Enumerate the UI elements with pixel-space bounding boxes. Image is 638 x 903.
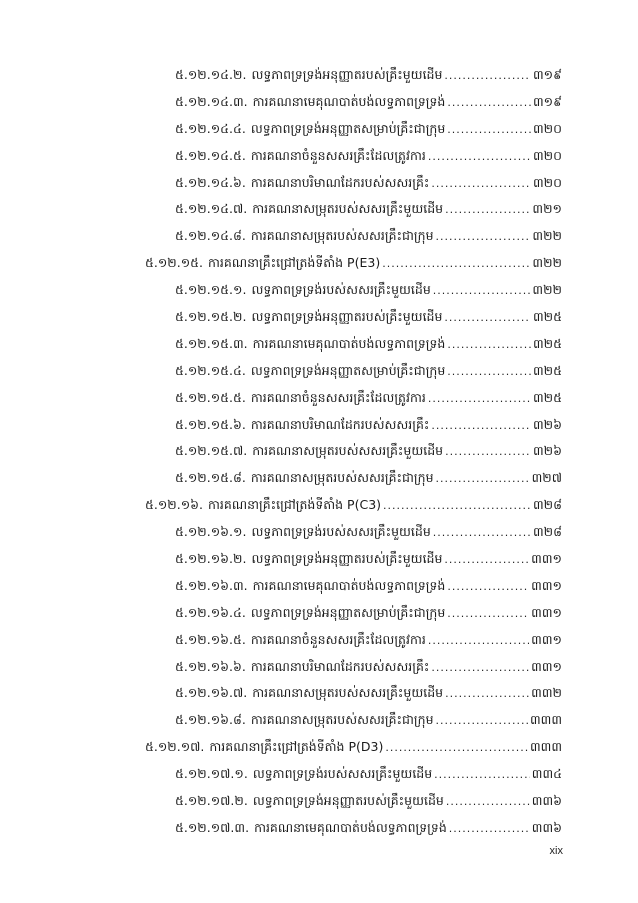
toc-leader-dots (447, 117, 531, 143)
toc-entry-title: លទ្ធភាពទ្រទ្រង់អនុញ្ញាតរបស់គ្រឹះមួយដើម (251, 309, 443, 325)
toc-entry-title: ការគណនាមេគុណបាត់បង់លទ្ធភាពទ្រទ្រង់ (252, 577, 446, 593)
toc-entry-page: ៣៣១ (531, 631, 562, 647)
toc-entry-title: លទ្ធភាពទ្រទ្រង់របស់សសរគ្រឹះមួយដើម (252, 766, 433, 782)
toc-entry[interactable] (175, 89, 562, 116)
toc-leader-dots (428, 628, 529, 654)
toc-entry-number: ៥.១២.១៥.៦. (175, 416, 246, 432)
toc-entry[interactable] (175, 815, 562, 842)
toc-entry[interactable] (175, 304, 562, 331)
toc-leader-dots (428, 144, 531, 170)
toc-entry-page: ៣៣១ (531, 604, 562, 620)
toc-entry-page: ៣១៩ (533, 93, 562, 109)
toc-entry-page: ៣៣៣ (529, 739, 562, 755)
toc-entry-page: ៣២៥ (533, 389, 562, 405)
toc-row (0, 304, 638, 331)
toc-entry[interactable] (175, 680, 562, 707)
toc-entry-title: ការគណនាសម្រុតរបស់សសរគ្រឹះជាក្រុម (250, 228, 434, 244)
toc-entry-page: ៣៣១ (531, 658, 562, 674)
toc-entry-number: ៥.១២.១៦. (145, 497, 204, 513)
toc-entry[interactable] (175, 600, 562, 627)
toc-entry-page: ៣២៥ (533, 309, 562, 325)
toc-entry[interactable] (145, 492, 562, 519)
toc-entry[interactable] (175, 465, 562, 492)
toc-leader-dots (428, 386, 531, 412)
toc-leader-dots (431, 171, 531, 197)
toc-row (0, 761, 638, 788)
toc-entry-page: ៣៣៣ (529, 712, 562, 728)
toc-entry[interactable] (175, 223, 562, 250)
toc-entry-number: ៥.១២.១៦.៧. (175, 685, 248, 701)
toc-entry-title: ការគណនាចំនួនសសរគ្រឹះដែលត្រូវការ (250, 631, 426, 647)
toc-row (0, 519, 638, 546)
toc-row (0, 788, 638, 815)
toc-entry-number: ៥.១២.១៧. (145, 739, 205, 755)
toc-entry-number: ៥.១២.១៧.២. (175, 793, 248, 809)
toc-entry[interactable] (175, 277, 562, 304)
toc-entry-title: លទ្ធភាពទ្រទ្រង់អនុញ្ញាតសម្រាប់គ្រឹះជាក្រុម (250, 362, 446, 378)
toc-row (0, 627, 638, 654)
toc-leader-dots (449, 816, 530, 842)
toc-entry-title: ការគណនាមេគុណបាត់បង់លទ្ធភាពទ្រទ្រង់ (252, 335, 446, 351)
toc-entry-page: ៣១៩ (533, 67, 562, 82)
toc-row (0, 277, 638, 304)
toc-row (0, 250, 638, 277)
toc-row (0, 331, 638, 358)
toc-entry[interactable] (175, 761, 562, 788)
toc-leader-dots (444, 547, 529, 573)
toc-entry-page: ៣២៦ (533, 443, 562, 459)
toc-entry[interactable] (175, 707, 562, 734)
toc-leader-dots (385, 735, 528, 761)
toc-entry[interactable] (175, 358, 562, 385)
toc-leader-dots (433, 278, 531, 304)
toc-entry[interactable] (145, 250, 562, 277)
toc-entry-title: ការគណនាសម្រុតរបស់សសរគ្រឹះមួយដើម (252, 201, 444, 217)
toc-entry-number: ៥.១២.១៦.២. (175, 551, 247, 567)
toc-entry-title: ការគណនាបរិមាណដែករបស់សសរគ្រឹះ (250, 416, 430, 432)
toc-entry-page: ៣៣១ (531, 551, 562, 567)
toc-leader-dots (445, 681, 529, 707)
toc-entry[interactable] (175, 519, 562, 546)
toc-row (0, 385, 638, 412)
toc-entry-page: ៣២៨ (533, 524, 562, 540)
toc-entry-page: ៣២២ (532, 282, 562, 298)
toc-entry-page: ៣២០ (533, 174, 562, 190)
toc-entry-title: ការគណនាមេគុណបាត់បង់លទ្ធភាពទ្រទ្រង់ (254, 819, 447, 835)
toc-entry[interactable] (175, 654, 562, 681)
toc-row (0, 734, 638, 761)
toc-row (0, 116, 638, 143)
toc-entry-number: ៥.១២.១៥.៨. (175, 470, 246, 486)
toc-row (0, 62, 638, 89)
toc-row (0, 707, 638, 734)
toc-leader-dots (436, 708, 528, 734)
toc-row (0, 223, 638, 250)
toc-entry-title: ការគណនាមេគុណបាត់បង់លទ្ធភាពទ្រទ្រង់ (252, 93, 446, 109)
toc-leader-dots (447, 601, 529, 627)
toc-row (0, 600, 638, 627)
toc-entry-title: លទ្ធភាពទ្រទ្រង់អនុញ្ញាតរបស់គ្រឹះមួយដើម (251, 551, 443, 567)
toc-entry-page: ៣២៥ (533, 335, 562, 351)
toc-entry[interactable] (175, 438, 562, 465)
table-of-contents (0, 62, 638, 842)
toc-entry-title: ការគណនាគ្រឹះជ្រៅត្រង់ទីតាំង P(E3) (208, 255, 381, 271)
toc-leader-dots (446, 789, 530, 815)
toc-row (0, 89, 638, 116)
toc-entry[interactable] (175, 143, 562, 170)
toc-entry-number: ៥.១២.១៥.៧. (175, 443, 248, 459)
toc-entry-number: ៥.១២.១៥.៣. (175, 335, 248, 351)
toc-leader-dots (436, 466, 530, 492)
toc-entry-title: ការគណនាបរិមាណដែករបស់សសរគ្រឹះ (250, 658, 430, 674)
toc-leader-dots (444, 305, 531, 331)
toc-entry-title: ការគណនាចំនួនសសរគ្រឹះដែលត្រូវការ (250, 389, 426, 405)
toc-row (0, 465, 638, 492)
toc-row (0, 358, 638, 385)
toc-entry[interactable] (175, 412, 562, 439)
toc-entry[interactable] (175, 170, 562, 197)
toc-entry-number: ៥.១២.១៦.៤. (175, 604, 246, 620)
toc-leader-dots (447, 574, 529, 600)
toc-entry[interactable] (175, 546, 562, 573)
toc-entry-number: ៥.១២.១៦.៥. (175, 631, 246, 647)
toc-row (0, 412, 638, 439)
toc-entry[interactable] (175, 788, 562, 815)
toc-leader-dots (431, 655, 529, 681)
toc-leader-dots (434, 762, 530, 788)
toc-entry-title: ការគណនាសម្រុតរបស់សសរគ្រឹះមួយដើម (252, 443, 444, 459)
toc-entry-page: ៣២០ (533, 147, 562, 163)
toc-row (0, 438, 638, 465)
toc-leader-dots (382, 251, 530, 277)
toc-entry-title: ការគណនាគ្រឹះជ្រៅត្រង់ទីតាំង P(D3) (209, 739, 384, 755)
toc-row (0, 196, 638, 223)
toc-entry-number: ៥.១២.១៧.៣. (175, 819, 250, 835)
toc-leader-dots (445, 197, 530, 223)
toc-entry-page: ៣៣៦ (531, 819, 562, 835)
toc-entry-title: ការគណនាសម្រុតរបស់សសរគ្រឹះជាក្រុម (250, 470, 434, 486)
toc-entry-number: ៥.១២.១៤.៦. (175, 174, 246, 190)
toc-entry-page: ៣២០ (533, 120, 562, 136)
toc-leader-dots (436, 224, 531, 250)
toc-row (0, 815, 638, 842)
page-number: xix (549, 845, 563, 857)
toc-entry-number: ៥.១២.១៧.១. (175, 766, 248, 782)
toc-entry-number: ៥.១២.១៥.១. (175, 282, 247, 298)
toc-entry-page: ៣២១ (532, 201, 562, 217)
toc-row (0, 143, 638, 170)
toc-entry-page: ៣២៥ (533, 362, 562, 378)
toc-entry-number: ៥.១២.១៤.៧. (175, 201, 248, 217)
toc-entry-page: ៣២២ (532, 228, 562, 244)
toc-entry-number: ៥.១២.១៥.៤. (175, 362, 246, 378)
toc-entry-page: ៣៣២ (531, 685, 562, 701)
toc-entry-page: ៣២៦ (533, 416, 562, 432)
toc-entry-page: ៣២៨ (533, 497, 562, 513)
toc-row (0, 573, 638, 600)
toc-entry-number: ៥.១២.១៤.៣. (175, 93, 248, 109)
toc-leader-dots (447, 90, 531, 116)
toc-entry[interactable] (175, 331, 562, 358)
toc-entry[interactable] (175, 116, 562, 143)
toc-entry-title: លទ្ធភាពទ្រទ្រង់អនុញ្ញាតសម្រាប់គ្រឹះជាក្រុម (250, 604, 446, 620)
toc-entry-title: ការគណនាសម្រុតរបស់សសរគ្រឹះមួយដើម (252, 685, 444, 701)
toc-entry-number: ៥.១២.១៤.៨. (175, 228, 246, 244)
toc-leader-dots (431, 413, 531, 439)
toc-entry-number: ៥.១២.១៦.១. (175, 524, 247, 540)
toc-leader-dots (433, 520, 531, 546)
toc-entry-number: ៥.១២.១៤.២. (175, 67, 247, 82)
toc-row (0, 680, 638, 707)
toc-entry[interactable] (175, 196, 562, 223)
toc-entry-title: លទ្ធភាពទ្រទ្រង់អនុញ្ញាតរបស់គ្រឹះមួយដើម (251, 67, 443, 82)
toc-leader-dots (445, 439, 531, 465)
toc-row (0, 654, 638, 681)
toc-entry-page: ៣៣១ (531, 577, 562, 593)
toc-entry-title: លទ្ធភាពទ្រទ្រង់របស់សសរគ្រឹះមួយដើម (251, 524, 431, 540)
toc-entry-page: ៣២៧ (531, 470, 562, 486)
toc-entry[interactable] (175, 385, 562, 412)
toc-entry-number: ៥.១២.១៦.៨. (175, 712, 246, 728)
toc-entry[interactable] (175, 627, 562, 654)
toc-entry-page: ៣៣៤ (531, 766, 562, 782)
toc-entry-number: ៥.១២.១៥.២. (175, 309, 247, 325)
toc-row (0, 492, 638, 519)
toc-entry-number: ៥.១២.១៦.៣. (175, 577, 248, 593)
toc-entry[interactable] (175, 573, 562, 600)
toc-entry-title: ការគណនាគ្រឹះជ្រៅត្រង់ទីតាំង P(C3) (208, 497, 382, 513)
toc-entry-number: ៥.១២.១៦.៦. (175, 658, 246, 674)
toc-entry-page: ៣៣៦ (531, 793, 562, 809)
toc-entry-number: ៥.១២.១៤.៥. (175, 147, 246, 163)
toc-entry-title: លទ្ធភាពទ្រទ្រង់អនុញ្ញាតសម្រាប់គ្រឹះជាក្រុម (250, 120, 446, 136)
toc-entry-title: ការគណនាសម្រុតរបស់សសរគ្រឹះជាក្រុម (250, 712, 434, 728)
toc-leader-dots (447, 359, 531, 385)
toc-entry-page: ៣២២ (532, 255, 562, 271)
toc-row (0, 170, 638, 197)
toc-leader-dots (447, 332, 531, 358)
toc-leader-dots (444, 63, 531, 89)
toc-entry[interactable] (175, 62, 562, 89)
toc-row (0, 546, 638, 573)
toc-entry-title: ការគណនាចំនួនសសរគ្រឹះដែលត្រូវការ (250, 147, 426, 163)
toc-entry-number: ៥.១២.១៥. (145, 255, 204, 271)
toc-entry-number: ៥.១២.១៥.៥. (175, 389, 246, 405)
toc-entry-title: ការគណនាបរិមាណដែករបស់សសរគ្រឹះ (250, 174, 430, 190)
toc-entry-title: លទ្ធភាពទ្រទ្រង់របស់សសរគ្រឹះមួយដើម (251, 282, 431, 298)
toc-entry-title: លទ្ធភាពទ្រទ្រង់អនុញ្ញាតរបស់គ្រឹះមួយដើម (252, 793, 444, 809)
toc-leader-dots (383, 493, 531, 519)
toc-entry[interactable] (145, 734, 562, 761)
toc-entry-number: ៥.១២.១៤.៤. (175, 120, 246, 136)
